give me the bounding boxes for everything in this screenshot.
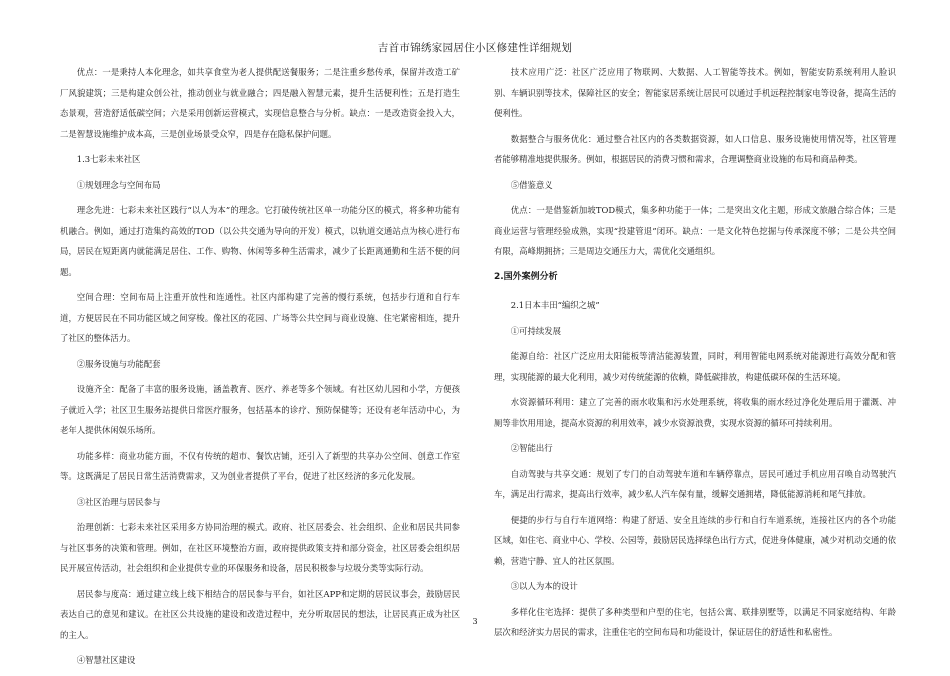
paragraph: 功能多样：商业功能方面，不仅有传统的超市、餐饮店铺，还引入了新型的共享办公空间、创意工作室等。这既满足了居民日常生活消费需求，又为创业者提供了平台，促进了社区经济的多元化发展。 xyxy=(60,450,460,481)
paragraph: 多样化住宅选择：提供了多种类型和户型的住宅，包括公寓、联排别墅等，以满足不同家庭结构、年龄层次和经济实力居民的需求，注重住宅的空间布局和功能设计，保证居住的舒适性和私密性。 xyxy=(494,606,896,637)
subsection-heading: ③以人为本的设计 xyxy=(510,581,578,591)
subsection-heading: ③社区治理与居民参与 xyxy=(76,496,161,507)
document-title: 吉首市锦绣家园居住小区修建性详细规划 xyxy=(377,42,573,54)
paragraph: 理念先进：七彩未来社区践行“以人为本”的理念。它打破传统社区单一功能分区的模式，将多种功能有机融合。例如，通过打造集约高效的TOD（以公共交通为导向的开发）模式，以轨道交通站点为核心进行布局，居民在短距离内就能满足居住、工作、购物、休闲等多种生活需求，减少了长距离通勤和生活不便的问题。 xyxy=(60,205,460,277)
paragraph: 优点：一是秉持人本化理念，如共享食堂为老人提供配送餐服务；二是注重乡愁传承，保留并改造工矿厂风貌建筑；三是构建众创公社，推动创业与就业融合；四是融入智慧元素，提升生活便利性；五是打造生态景观，营造舒适低碳空间；六是采用创新运营模式，实现信息整合与分析。缺点：一是改造资金投入大，二是智慧设施维护成本高，三是创业场景受众窄，四是存在隐私保护问题。 xyxy=(60,67,460,139)
page-number: 3 xyxy=(472,617,478,626)
paragraph: 便捷的步行与自行车道网络：构建了舒适、安全且连续的步行和自行车道系统，连接社区内的各个功能区域，如住宅、商业中心、学校、公园等，鼓励居民选择绿色出行方式，促进身体健康，减少对机动交通的依赖，营造宁静、宜人的社区氛围。 xyxy=(494,514,896,566)
left-column xyxy=(60,62,460,676)
section-heading: 1.3七彩未来社区 xyxy=(76,154,141,164)
subsection-heading: ②服务设施与功能配套 xyxy=(76,358,161,369)
right-column xyxy=(494,62,896,648)
paragraph: 优点：一是借鉴新加坡TOD模式，集多种功能于一体；二是突出文化主题，形成文旅融合综合体；三是商业运营与管理经验成熟，实现“投建管退”闭环。缺点：一是文化特色挖掘与传承深度不够；二是公共空间有限，高峰期拥挤；三是周边交通压力大，需优化交通组织。 xyxy=(494,205,896,256)
paragraph: 治理创新：七彩未来社区采用多方协同治理的模式。政府、社区居委会、社会组织、企业和居民共同参与社区事务的决策和管理。例如，在社区环境整治方面，政府提供政策支持和部分资金，社区居委会组织居民开展宣传活动，社会组织和企业提供专业的环保服务和设备，居民积极参与垃圾分类等实际行动。 xyxy=(60,522,460,573)
paragraph: 数据整合与服务优化：通过整合社区内的各类数据资源，如人口信息、服务设施使用情况等，社区管理者能够精准地提供服务。例如，根据居民的消费习惯和需求，合理调整商业设施的布局和商品种类。 xyxy=(494,133,896,164)
paragraph: 能源自给：社区广泛应用太阳能板等清洁能源装置，同时，利用智能电网系统对能源进行高效分配和管理，实现能源的最大化利用，减少对传统能源的依赖，降低碳排放，构建低碳环保的生活环境。 xyxy=(494,351,896,382)
subsection-heading: ⑤借鉴意义 xyxy=(510,179,553,190)
section-heading: 2.1日本丰田“编织之城” xyxy=(510,300,600,310)
subsection-heading: ②智能出行 xyxy=(510,443,553,453)
chapter-heading: 2.国外案例分析 xyxy=(494,271,558,282)
subsection-heading: ①规划理念与空间布局 xyxy=(76,179,161,190)
paragraph: 空间合理：空间布局上注重开放性和连通性。社区内部构建了完善的慢行系统，包括步行道和自行车道，方便居民在不同功能区域之间穿梭。像社区的花园、广场等公共空间与商业设施、住宅紧密相连，提升了社区的整体活力。 xyxy=(60,292,460,343)
paragraph: 居民参与度高：通过建立线上线下相结合的居民参与平台，如社区APP和定期的居民议事会，鼓励居民表达自己的意见和建议。在社区公共设施的建设和改造过程中，充分听取居民的想法，让居民真正成为社区的主人。 xyxy=(60,588,460,640)
subsection-heading: ①可持续发展 xyxy=(510,325,562,336)
subsection-heading: ④智慧社区建设 xyxy=(76,655,136,665)
paragraph: 设施齐全：配备了丰富的服务设施，涵盖教育、医疗、养老等多个领域。有社区幼儿园和小学，方便孩子就近入学；社区卫生服务站提供日常医疗服务，包括基本的诊疗、预防保健等；还设有老年活动中心，为老年人提供休闲娱乐场所。 xyxy=(60,384,460,435)
paragraph: 水资源循环利用：建立了完善的雨水收集和污水处理系统，将收集的雨水经过净化处理后用于灌溉、冲厕等非饮用用途，提高水资源的利用效率，减少水资源浪费，实现水资源的循环可持续利用。 xyxy=(494,397,896,428)
paragraph: 技术应用广泛：社区广泛应用了物联网、大数据、人工智能等技术。例如，智能安防系统利用人脸识别、车辆识别等技术，保障社区的安全；智能家居系统让居民可以通过手机远程控制家电等设备，提高生活的便利性。 xyxy=(494,67,896,118)
paragraph: 自动驾驶与共享交通：规划了专门的自动驾驶车道和车辆停靠点，居民可通过手机应用召唤自动驾驶汽车，满足出行需求，提高出行效率，减少私人汽车保有量，缓解交通拥堵，降低能源消耗和尾气排放。 xyxy=(494,468,896,499)
